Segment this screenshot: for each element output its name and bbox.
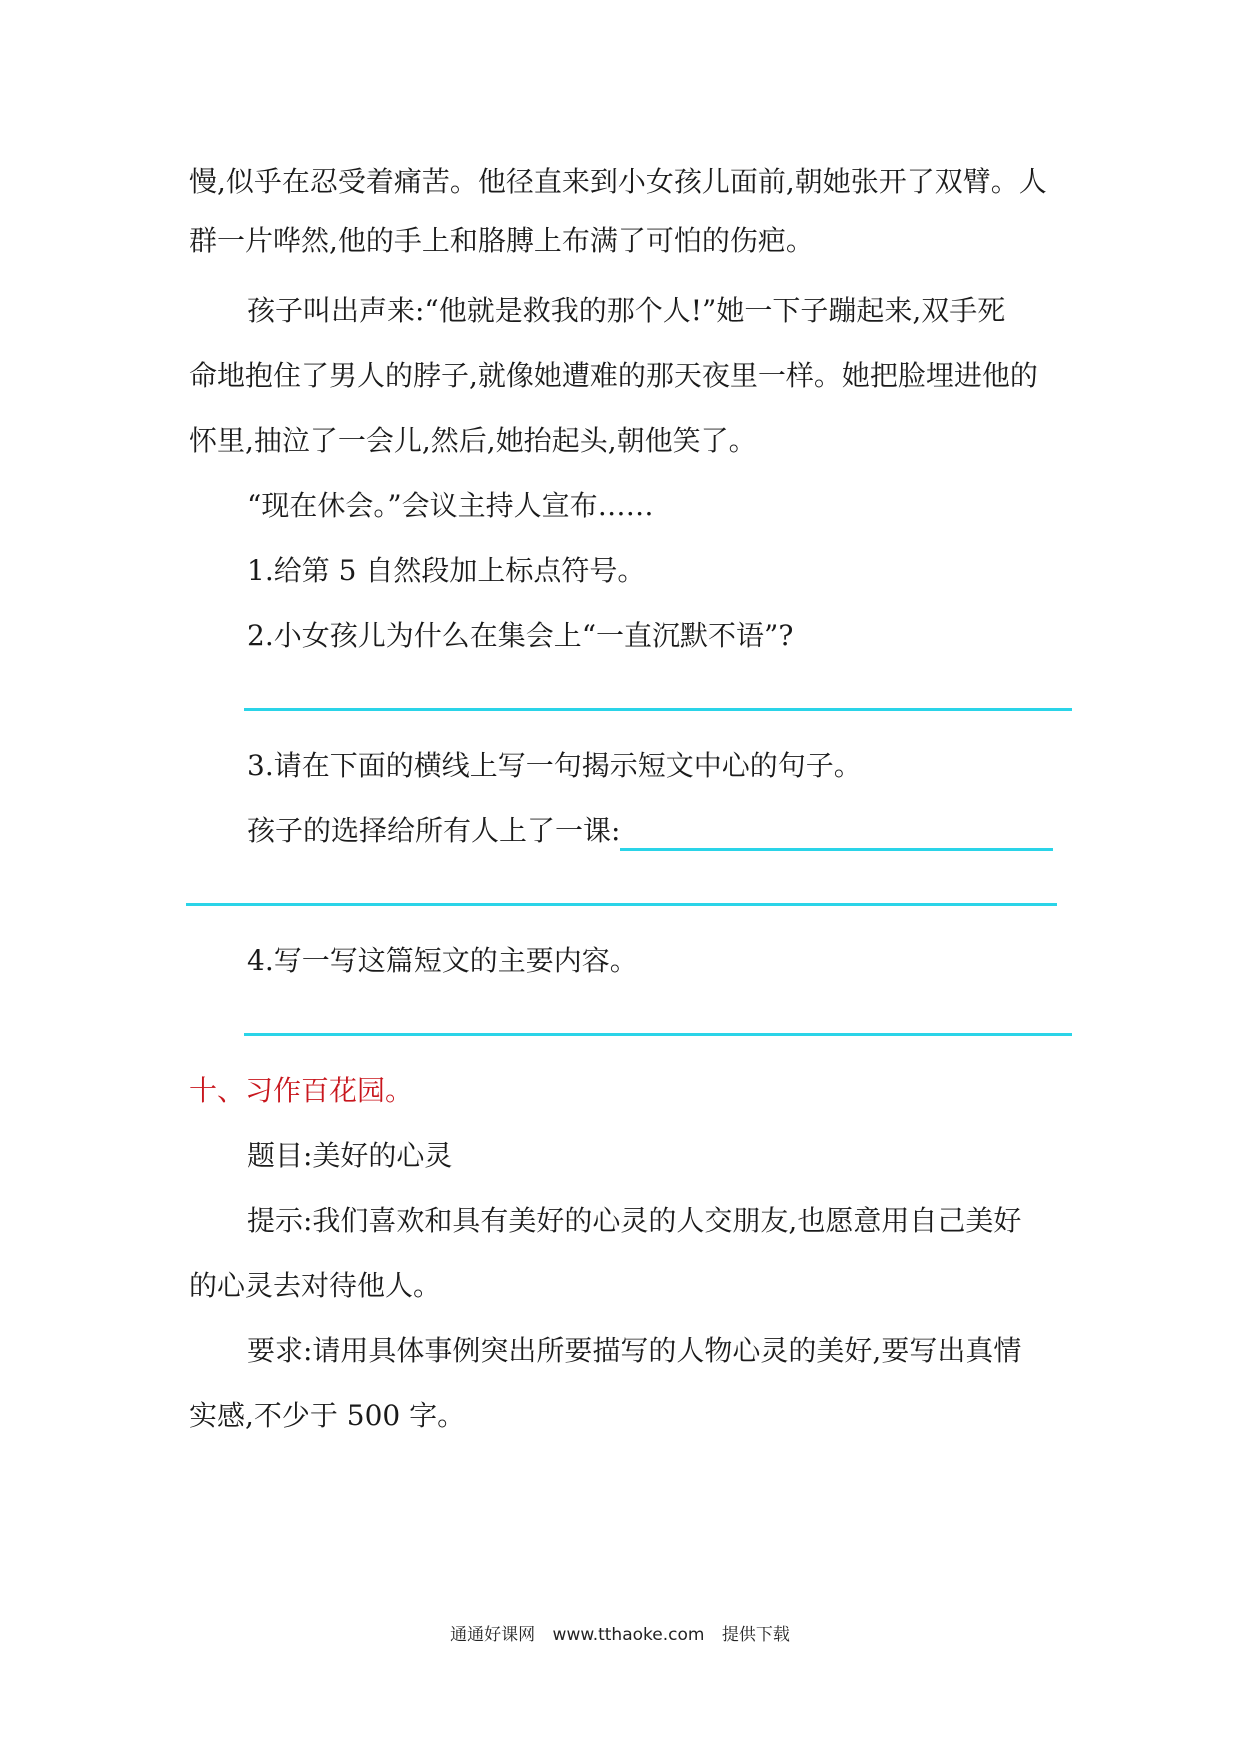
composition-hint: 提示:我们喜欢和具有美好的心灵的人交朋友,也愿意用自己美好 bbox=[247, 1204, 1022, 1237]
answer-line-q3-inline[interactable] bbox=[620, 818, 1053, 851]
page-footer bbox=[0, 1620, 1240, 1645]
question-3-prompt-row bbox=[247, 811, 1053, 851]
composition-title: 题目:美好的心灵 bbox=[247, 1139, 453, 1172]
question-3: 3.请在下面的横线上写一句揭示短文中心的句子。 bbox=[247, 749, 862, 782]
footer-suffix: 提供下载 bbox=[721, 1625, 790, 1645]
story-paragraph-line: 群一片哗然,他的手上和胳膊上布满了可怕的伤疤。 bbox=[189, 224, 814, 257]
story-paragraph-line: 孩子叫出声来:“他就是救我的那个人!”她一下子蹦起来,双手死 bbox=[247, 294, 1006, 327]
question-1: 1.给第 5 自然段加上标点符号。 bbox=[247, 554, 646, 587]
composition-hint: 的心灵去对待他人。 bbox=[189, 1269, 442, 1302]
answer-line-q3[interactable] bbox=[186, 903, 1057, 906]
footer-url[interactable]: www.tthaoke.com bbox=[552, 1625, 705, 1645]
answer-line-q4[interactable] bbox=[244, 1033, 1072, 1036]
story-paragraph-line: 命地抱住了男人的脖子,就像她遭难的那天夜里一样。她把脸埋进他的 bbox=[189, 359, 1038, 392]
composition-requirement: 要求:请用具体事例突出所要描写的人物心灵的美好,要写出真情 bbox=[247, 1334, 1022, 1367]
question-2: 2.小女孩儿为什么在集会上“一直沉默不语”? bbox=[247, 619, 794, 652]
section-10-heading: 十、习作百花园。 bbox=[189, 1074, 414, 1107]
story-paragraph-line: 慢,似乎在忍受着痛苦。他径直来到小女孩儿面前,朝她张开了双臂。人 bbox=[189, 165, 1047, 198]
story-paragraph-line: “现在休会。”会议主持人宣布…… bbox=[247, 489, 654, 522]
composition-requirement: 实感,不少于 500 字。 bbox=[189, 1399, 466, 1432]
story-paragraph-line: 怀里,抽泣了一会儿,然后,她抬起头,朝他笑了。 bbox=[189, 424, 757, 457]
footer-site-name: 通通好课网 bbox=[450, 1625, 536, 1645]
question-3-prompt: 孩子的选择给所有人上了一课: bbox=[247, 814, 621, 847]
question-4: 4.写一写这篇短文的主要内容。 bbox=[247, 944, 638, 977]
answer-line-q2[interactable] bbox=[244, 708, 1072, 711]
